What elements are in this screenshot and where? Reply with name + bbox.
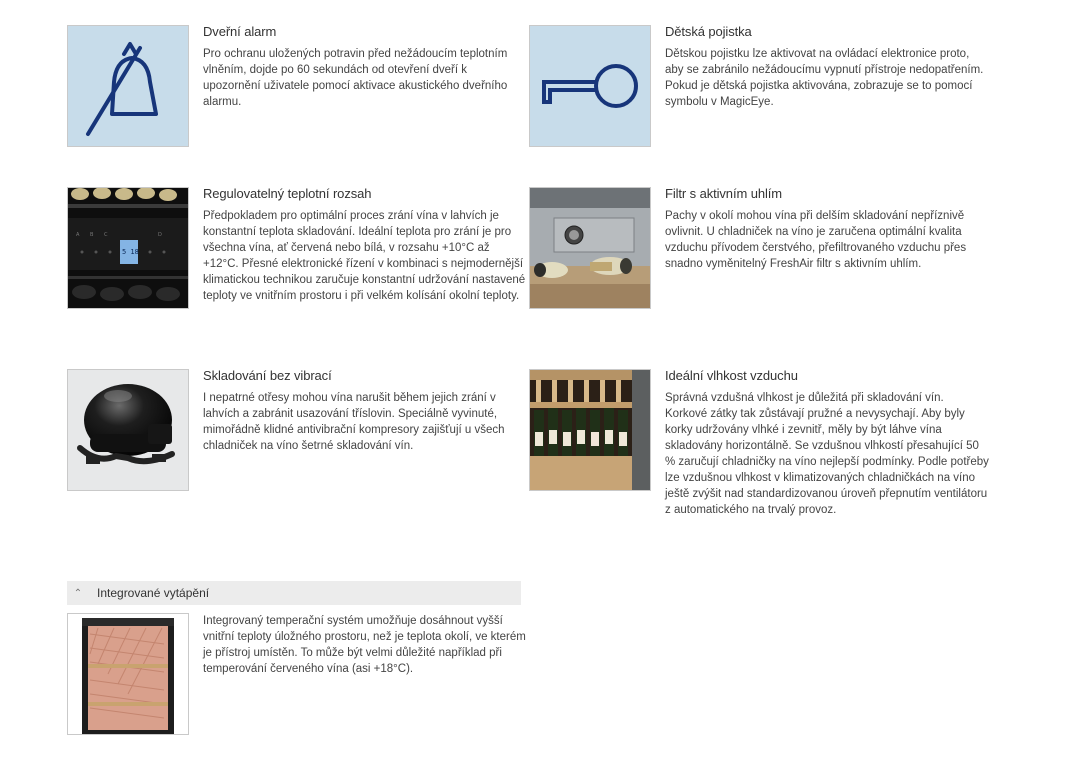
key-icon xyxy=(529,25,651,147)
feature-title: Dětská pojistka xyxy=(665,24,752,39)
feature-title: Filtr s aktivním uhlím xyxy=(665,186,782,201)
temperature-display: 5 18 xyxy=(122,248,139,256)
accordion-label: Integrované vytápění xyxy=(97,586,210,600)
feature-title: Dveřní alarm xyxy=(203,24,277,39)
feature-description: Správná vzdušná vlhkost je důležitá při skladování vín. Korkové zátky tak zůstávají pružné a nevysychají. Aby byly korky udržovány vlhké i zevnitř, měly by být láhve vína skladovány horizontálně. Se vzdušnou vlhkostí přesahující 50 % zaručují chladničky na víno nejlepší podmínky. Podle potřeby lze vzdušnou vlhkost v klimatizovaných chladničkách na víno ještě zvýšit nad standardizovanou úroveň přepnutím ventilátoru z automatického na trvalý provoz. xyxy=(665,392,989,516)
svg-text:A: A xyxy=(76,232,80,238)
feature-title: Skladování bez vibrací xyxy=(203,368,332,383)
carbon-filter-image xyxy=(529,187,651,309)
svg-text:C: C xyxy=(104,232,108,238)
control-panel-image xyxy=(67,187,189,309)
feature-title: Ideální vlhkost vzduchu xyxy=(665,368,798,383)
feature-description: Dětskou pojistku lze aktivovat na ovládací elektronice proto, aby se zabránilo nežádoucímu vypnutí přístroje nedopatřením. Pokud je dětská pojistka aktivována, zobrazuje se to pomocí symbolu v MagicEye. xyxy=(665,48,984,108)
feature-description: Pachy v okolí mohou vína při delším skladování nepříznivě ovlivnit. U chladniček na víno je zaručena optimální kvalita vzduchu přívodem čerstvého, přefiltrovaného vzduchu přes snadno vyměnitelný FreshAir filtr s aktivním uhlím. xyxy=(665,210,967,270)
compressor-image xyxy=(67,369,189,491)
svg-text:D: D xyxy=(158,232,162,238)
feature-description: Předpokladem pro optimální proces zrání vína v lahvích je konstantní teplota skladování. Ideální teplota pro zrání je pro všechna vína, ať červená nebo bílá, v rozsahu +10°C až +12°C. Přesné elektronické řízení v kombinaci s nejmodernější klimatickou technikou zaručuje konstantní udržování nastavené teploty ve vnitřním prostoru i při velkém kolísání okolní teploty. xyxy=(203,210,526,302)
heating-cabinet-image xyxy=(67,613,189,735)
feature-description: I nepatrné otřesy mohou vína narušit během jejich zrání v lahvích a zabránit usazování tříslovin. Speciálně vyvinuté, mimořádně klidné antivibrační kompresory zajišťují u všech chladniček na víno šetrné skladování vín. xyxy=(203,392,505,452)
accordion-header-integrated-heating[interactable] xyxy=(67,581,521,605)
svg-text:B: B xyxy=(90,232,94,238)
bell-off-icon xyxy=(67,25,189,147)
chevron-up-icon[interactable]: ⌃ xyxy=(73,587,83,599)
wine-shelf-image xyxy=(529,369,651,491)
feature-title: Regulovatelný teplotní rozsah xyxy=(203,186,372,201)
feature-description: Integrovaný temperační systém umožňuje dosáhnout vyšší vnitřní teploty úložného prostoru, než je teplota okolí, ve kterém je přístroj umístěn. To může být velmi důležité například při temperování červeného vína (asi +18°C). xyxy=(203,615,526,675)
feature-description: Pro ochranu uložených potravin před nežádoucím teplotním vlněním, dojde po 60 sekundách od otevření dveří k upozornění uživatele pomocí aktivace akustického dveřního alarmu. xyxy=(203,48,508,108)
